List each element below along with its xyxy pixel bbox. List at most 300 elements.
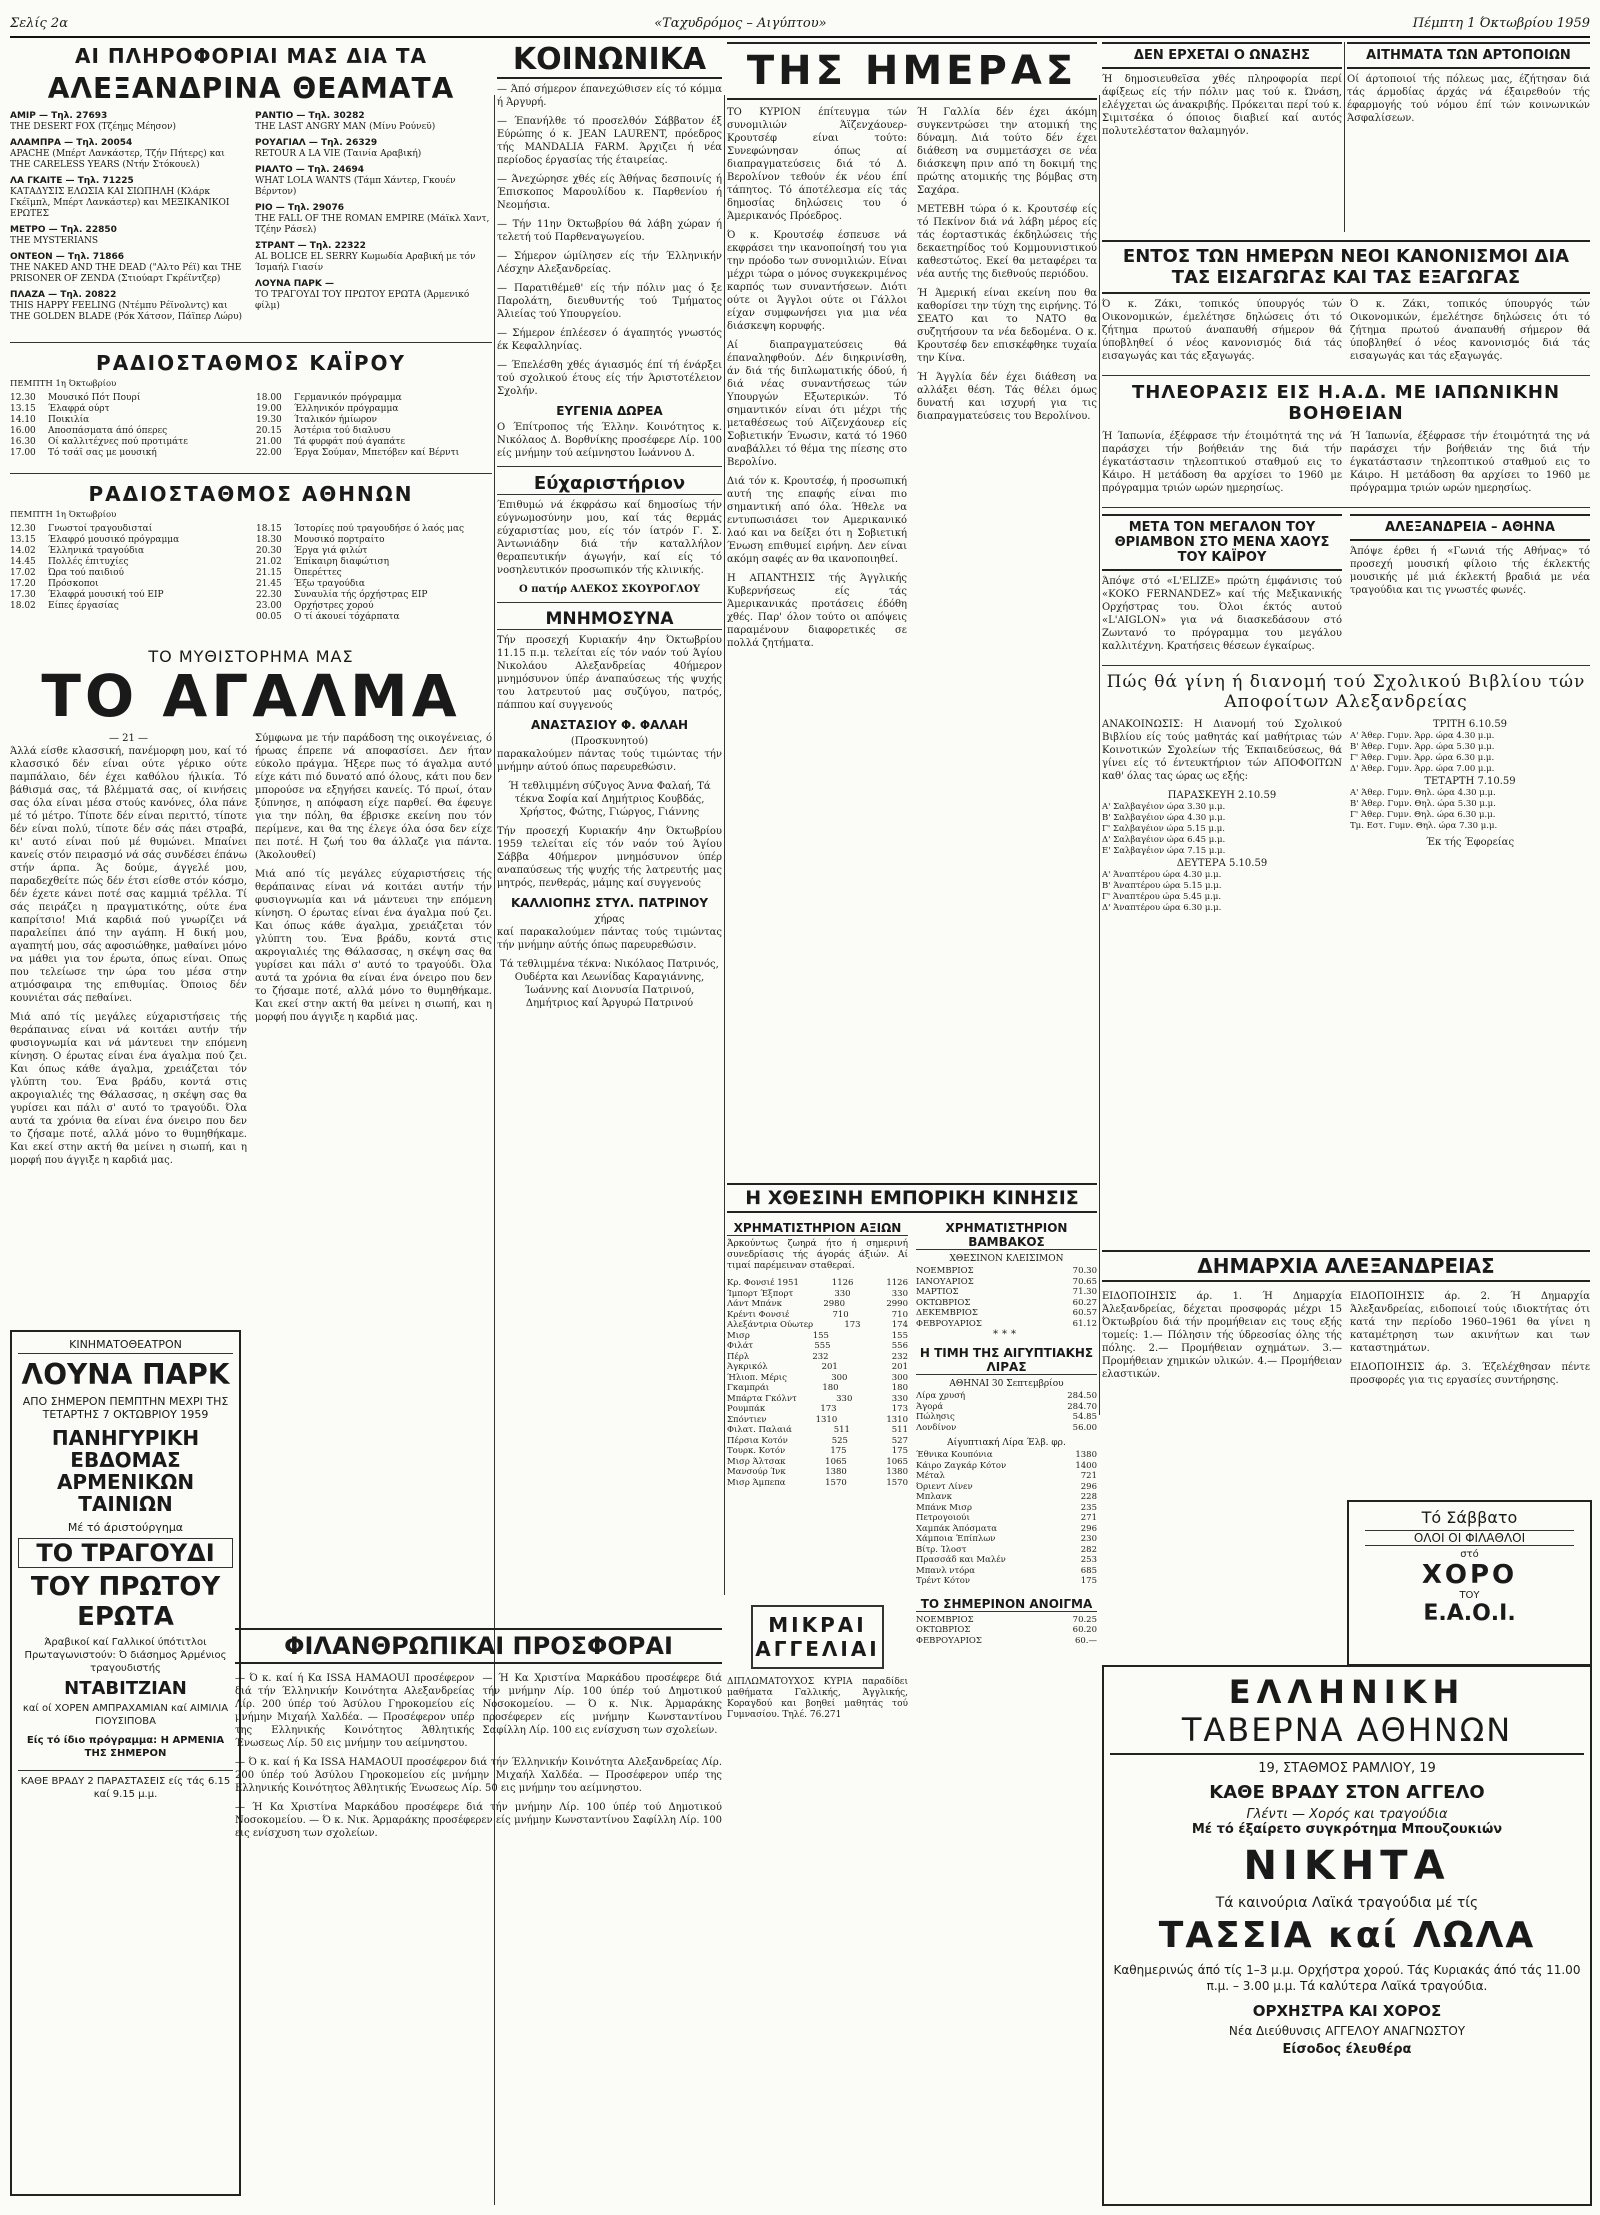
school-line: Α' Άθερ. Γυμν. Θηλ. ώρα 4.30 μ.μ. (1350, 788, 1496, 798)
radio-program: Έλληνικόν πρόγραμμα (294, 404, 399, 414)
theatre-listings (10, 111, 492, 328)
radio-row (256, 612, 492, 623)
table-row (727, 1299, 908, 1310)
mikrai-text: ΔΙΠΛΩΜΑΤΟΥΧΟΣ ΚΥΡΙΑ παραδίδει μαθήματα Γαλλικής, Άγγλικής, Κοραγδού και βοηθεί μαθητάς τού Γυμνασίου. Τηλέ. 76.271 (727, 1676, 908, 1720)
taverna-l11: ΟΡΧΗΣΤΡΑ ΚΑΙ ΧΟΡΟΣ (1252, 2002, 1442, 2020)
novel-col-2: Μιά από τίς μεγάλες εύχαριστήσεις τής θεράπαινας είναι νά κοιτάει αυτήν τήν φυσιογνωμία και νά μάντευει την επόμενη κίνηση. Ο έρωτας είναι ένα άγαλμα πού ζει. Και όπως κάθε άγαλμα, χρειάζεται τόν γλύπτη του. Ένα βράδυ, κοντά στις ακρογιαλιές της Θάλασσας, η σκέψη σας θα γυρίσει και πάλι σ' αυτό το τραγούδι. Όλα αυτά τα χρόνια θα είναι ένα όνειρο που δεν το ζήσαμε ποτέ, αλλά μόνο το θυμηθήκαμε. Και εκεί στην ακτή θα μείνει η σιωπή, και η μορφή που άγγιξε η καρδιά μας. (10, 1012, 247, 1166)
theatre-list-right (255, 111, 492, 328)
row-name: Άγορά (916, 1401, 944, 1412)
row-value: 330 (836, 1393, 853, 1404)
table-row (916, 1308, 1097, 1319)
column-2 (497, 42, 722, 1602)
onassis-article (1102, 42, 1342, 232)
radio-time: 16.00 (10, 426, 36, 436)
table-row (727, 1352, 908, 1363)
table-row (916, 1266, 1097, 1277)
pound-sub: ΑΘΗΝΑΙ 30 Σεπτεμβρίου (949, 1379, 1064, 1389)
radio-time: 18.00 (256, 393, 282, 403)
triumph-text: Άπόψε στό «L'ELIZE» πρώτη έμφάνισις τού «ΚΟΚΟ FERNANDEZ» καί τής Μεξικανικής Ορχήστρας του. Όλοι έκτός αυτού «L'AIGLON» για νά διασκεδάσουν στό Ζωντανό το πρόγραμμα του μεγάλου καλλιτέχνη. Κρατήσεις θέσεων έγκαίρως. (1102, 576, 1342, 652)
taverna-ad (1102, 1665, 1592, 2206)
luna-l6: ΤΟ ΤΡΑΓΟΥΔΙ (18, 1538, 233, 1568)
theatres-title-2: ΑΛΕΞΑΝΔΡΙΝΑ ΘΕΑΜΑΤΑ (47, 72, 455, 105)
row-value: 60.27 (1072, 1297, 1097, 1308)
taverna-l7: ΝΙΚΗΤΑ (1243, 1843, 1451, 1889)
row-value-2: 527 (891, 1435, 908, 1446)
taverna-l13: Είσοδος έλευθέρα (1282, 2042, 1412, 2057)
luna-park-ad (10, 1330, 241, 2196)
radio-row (10, 415, 246, 426)
row-name: Σπόντιεν (727, 1414, 767, 1425)
row-name: ΟΚΤΩΒΡΙΟΣ (916, 1625, 971, 1635)
row-value: 253 (1080, 1555, 1097, 1565)
social-item: — Έπανήλθε τό προσελθόν Σάββατον έξ Εύρώπης ό κ. JEAN LAURENT, πρόεδρος τής MANDALIA FARM. Άρχιζει ή νέα περίοδος έργασίας τής έταιρείας. (497, 116, 722, 166)
table-row (916, 1636, 1097, 1647)
row-name: Πετρογοιούι (916, 1513, 970, 1523)
theatre-item (255, 138, 492, 160)
school-day: ΤΡΙΤΗ 6.10.59 (1432, 719, 1508, 730)
theatre-item (255, 241, 492, 274)
donation-text: Ο Έπίτροπος τής Έλλην. Κοινότητος κ. Νικόλαος Δ. Βορθνίκης προσέφερε Λίρ. 100 είς μνήμην τού αείμνηστου Ιωάννου Δ. (497, 422, 722, 459)
row-name: Πέρλ (727, 1351, 750, 1362)
markets-section: Η ΧΘΕΣΙΝΗ ΕΜΠΟΡΙΚΗ ΚΙΝΗΣΙΣ ΧΡΗΜΑΤΙΣΤΗΡΙΟΝ ΑΞΙΩΝ Άρκούντως ζωηρά ήτο ή σημερινή συνεδρίασις τής άγοράς άξιών. Αί τιμαί παρέμειναν σταθεραί. Κρ. Φονσιέ 1951 1126 1126 Ίμπορτ Έξπορτ 330 330 Λάντ Μπάνκ 2980 2990 Κρέντι Φονσιέ 710 710 Αλεξάντρια Ούωτερ 173 174 Μισρ 155 155 Φιλάτ 555 556 Πέρλ 232 232 Άγκρικόλ 201 201 Ήλιοπ. Μέρις 300 300 Γκαμπράι 180 180 Μπάρτα Γκόλντ 330 330 Ρουμπάκ 173 173 Σπόντιεν 1310 1310 Φιλατ. Παλαιά 511 511 Πέρσια Κοτόν 525 527 Τουρκ. Κοτόν 175 175 Μισρ Άλτσακ 1065 1065 Μανσούρ Ίνκ 1380 1380 Μισρ Άμπεπα 1570 1570 ΧΡΗΜΑΤΙΣΤΗΡΙΟΝ ΒΑΜΒΑΚΟΣ ΧΘΕΣΙΝΟΝ ΚΛΕΙΣΙΜΟΝ ΝΟΕΜΒΡΙΟΣ 70.30 ΙΑΝΟΥΑΡΙΟΣ 70.65 ΜΑΡΤΙΟΣ 71.30 ΟΚΤΩΒΡΙΟΣ 60.27 ΔΕΚΕΜΒΡΙΟΣ 60.57 ΦΕΒΡΟΥΑΡΙΟΣ 61.12 *** Η ΤΙΜΗ ΤΗΣ ΑΙΓΥΠΤΙΑΚΗΣ ΛΙΡΑΣ ΑΘΗΝΑΙ 30 Σεπτεμβρίου Λίρα χρυσή 284.50 Άγορά 284.70 Πώλησις 54.85 Λονδίνον 56.00 Αίγυπτιακή Λίρα Έλβ. φρ. Έθνικα Κουπόνια 1380 Κάιρο Ζαγκάρ Κότον 1400 Μέταλ 721 Όριεντ Λίνεν 296 Μπλανκ 228 Μπάνκ Μισρ 235 Πετρογοιούι 271 Χαμπάκ Άπόσματα 296 Χάμποια Έπίπλων 230 Βίτρ. Ίλοστ 282 Πρασσάδ και Μαλέν 253 Μπανλ ντόρα 685 Τρέντ Κότον 175 ΜΙΚΡΑΙ ΑΓΓΕΛΙΑΙ ΔΙΠΛΩΜΑΤΟΥΧΟΣ ΚΥΡΙΑ παραδίδει μαθήματα Γαλλικής, Άγγλικής, Κοραγδού και βοηθεί μαθητάς τού Γυμνασίου. Τηλέ. 76.271 ΤΟ ΣΗΜΕΡΙΝΟΝ ΑΝΟΙΓΜΑ ΝΟΕΜΒΡΙΟΣ 70.25 ΟΚΤΩΒΡΙΟΣ 60.20 ΦΕΒΡΟΥΑΡΙΟΣ 60.— (727, 1175, 1097, 2205)
row-name: Τρέντ Κότον (916, 1576, 971, 1586)
radio-row (10, 579, 246, 590)
luna-l8: Άραβικοί καί Γαλλικοί ύπότιτλοι Πρωταγωνιστούν: Ό διάσημος Άρμένιος τραγουδιστής (24, 1637, 227, 1674)
row-value: 70.25 (1072, 1614, 1097, 1625)
radio-program: Αποσπάσματα άπό όπερες (48, 426, 168, 436)
radio-program: Έξω τραγούδια (294, 579, 365, 589)
row-value-2: 1380 (886, 1467, 908, 1477)
radio-row (256, 448, 492, 459)
table-row (916, 1450, 1097, 1461)
table-row (916, 1566, 1097, 1577)
radio-program: Τά φυρφάτ πού άγαπάτε (294, 437, 406, 447)
municipal-title: ΔΗΜΑΡΧΙΑ ΑΛΕΞΑΝΔΡΕΙΑΣ (1102, 1250, 1590, 1282)
radio-program: Τό τσάϊ σας με μουσική (48, 448, 157, 458)
theatre-item (10, 225, 247, 247)
table-row (916, 1391, 1097, 1402)
row-name: Χάμποια Έπίπλων (916, 1534, 996, 1544)
radio-program: Μουσικό Πότ Πουρί (48, 393, 141, 403)
row-name: Μισρ Άμπεπα (727, 1477, 786, 1488)
radio-time: 20.15 (256, 426, 282, 436)
radio-program: Όπερέττες (294, 568, 342, 578)
radio-athens-day: ΠΕΜΠΤΗ 1η Όκτωβρίου (10, 510, 117, 520)
table-row (916, 1471, 1097, 1482)
school-books-title: Πώς θά γίνη ή διανομή τού Σχολικού Βιβλίου τών Αποφοίτων Αλεξανδρείας (1106, 672, 1586, 712)
radio-row (256, 437, 492, 448)
row-value-2: 710 (891, 1309, 908, 1320)
row-value: 70.65 (1072, 1276, 1097, 1287)
theatre-name: ΑΜΙΡ — Τηλ. 27693 (10, 111, 108, 121)
table-row (727, 1331, 908, 1342)
tis-imeras-p2: Ό κ. Κρουτσέφ έσπευσε νά εκφράσει την ικανοποίησή του για την πρόοδο των συνομιλιών. Είναι μέχρι τώρα ο μόνος συγκεκριμένος καρπός των συναντήσεων. Διότι ούτε οι Άγγλοι ούτε οι Γάλλοι είχαν συμφωνήσει για μια νέα διάσκεψη κορυφής. (727, 230, 907, 332)
table-row (727, 1457, 908, 1468)
taverna-l4: ΚΑΘΕ ΒΡΑΔΥ ΣΤΟΝ ΑΓΓΕΛΟ (1209, 1782, 1485, 1803)
row-name: Λίρα χρυσή (916, 1391, 966, 1401)
row-value-2: 201 (891, 1362, 908, 1372)
row-value-2: 511 (891, 1425, 908, 1435)
regulations-text-2: Ό κ. Ζάκι, τοπικός ύπουργός τών Οικονομικών, έμελέτησε δηλώσεις ότι τό ζήτημα πρωτού άναπαυθή σήμερον θά ύποβληθεί ό νέος κανονισμός διά τάς εισαγωγάς και τάς εξαγωγάς. (1350, 299, 1590, 362)
row-value: 54.85 (1072, 1412, 1097, 1422)
table-row (727, 1310, 908, 1321)
row-value: 175 (1080, 1576, 1097, 1586)
social-item: — Έπελέσθη χθές άγιασμός έπί τή ένάρξει τού σχολικού έτους είς τήν Άριστοτέλειον Σχολήν. (497, 360, 722, 397)
school-line: Β' Άθερ. Γυμν. Άρρ. ώρα 5.30 μ.μ. (1350, 742, 1495, 752)
row-value: 2980 (823, 1299, 845, 1309)
koinonika-title: ΚΟΙΝΩΝΙΚΑ (497, 42, 722, 79)
radio-program: Γερμανικόν πρόγραμμα (294, 393, 402, 403)
row-value: 1126 (831, 1278, 854, 1288)
tv-text: Ή Ίαπωνία, έξέφρασε τήν έτοιμότητά της νά παράσχει τήν βοήθειάν της διά τήν έγκατάστασιν τηλεοπτικού σταθμού εις το Κάιρο. Η μετάδοση θα αρχίσει το 1960 με πρόγραμμα τριών ωρών ημερησίως. (1102, 431, 1342, 494)
radio-time: 17.00 (10, 448, 36, 458)
table-row (727, 1467, 908, 1478)
regulations-text: Ό κ. Ζάκι, τοπικός ύπουργός τών Οικονομικών, έμελέτησε δηλώσεις ότι τό ζήτημα πρωτού άναπαυθή σήμερον θά ύποβληθεί ό νέος κανονισμός διά τάς εισαγωγάς και τάς εξαγωγάς. (1102, 299, 1342, 362)
radio-time: 14.10 (10, 415, 36, 425)
table-row (916, 1576, 1097, 1587)
philanthropic-section (235, 1620, 722, 2200)
pound-title: Η ΤΙΜΗ ΤΗΣ ΑΙΓΥΠΤΙΑΚΗΣ ΛΙΡΑΣ (916, 1346, 1097, 1375)
table-row (916, 1402, 1097, 1413)
col-4-5-body (1102, 240, 1590, 1240)
table-row (727, 1394, 908, 1405)
social-item: — Σήμερον ώμίλησεν είς τήν Έλληνικήν Λέσχην Αλεξανδρείας. (497, 251, 722, 275)
row-value: 296 (1080, 1481, 1097, 1492)
novel-title: ΤΟ ΑΓΑΛΜΑ (41, 662, 461, 730)
row-name: Όριεντ Λίνεν (916, 1481, 973, 1492)
row-name: Ίμπορτ Έξπορτ (727, 1288, 794, 1299)
row-value-2: 155 (891, 1330, 908, 1341)
table-row (727, 1478, 908, 1489)
radio-row (10, 404, 246, 415)
radio-program: Άστέρια τού διαλυσυ (294, 426, 391, 436)
table-row (727, 1278, 908, 1289)
row-name: Πρασσάδ και Μαλέν (916, 1555, 1006, 1565)
radio-row (256, 568, 492, 579)
theatre-film: RETOUR A LA VIE (Ταινία Αραβική) (255, 149, 422, 159)
luna-l12: ΚΑΘΕ ΒΡΑΔΥ 2 ΠΑΡΑΣΤΑΣΕΙΣ είς τάς 6.15 καί 9.15 μ.μ. (18, 1770, 233, 1801)
theatre-name: ΑΛΑΜΠΡΑ — Τηλ. 20054 (10, 138, 133, 148)
row-value: 1065 (825, 1456, 847, 1467)
theatre-film: APACHE (Μπέρτ Λανκάστερ, Τζήν Πήτερς) και THE CARELESS YEARS (Ντήν Στόκουελ) (10, 149, 225, 170)
koinonika-items (497, 83, 722, 398)
philanthropic-col-1b: — Ό κ. καί ή Κα ISSA HAMAOUI προσέφερον διά τήν Έλληνικήν Κοινότητα Αλεξανδρείας Λίρ. 200 ύπέρ τού Άσύλου Γηροκομείου είς μνήμην Μιχαήλ Χαλδέα. — Προσέφερον υπέρ της Ελληνικής Κοινότητος Άθλητικής Ένωσεως Λίρ. 50 εις μνήμην του αείμνηστου. (235, 1757, 722, 1794)
row-name: Φιλατ. Παλαιά (727, 1425, 792, 1435)
luna-l9: ΝΤΑΒΙΤΖΙΑΝ (64, 1678, 187, 1699)
row-value: 60.20 (1072, 1625, 1097, 1635)
row-name: Άγκρικόλ (727, 1362, 768, 1372)
philanthropic-col-2b: — Ή Κα Χριστίνα Μαρκάδου προσέφερε διά τήν μνήμην Λίρ. 100 ύπέρ τού Δημοτικού Νοσοκομείου. — Ό κ. Νικ. Άρμαράκης προσέφερεν είς μνήμην Κωνσταντίνου Σαφίλλη Λίρ. 100 εις ενίσχυση των σχολείων. (235, 1802, 722, 1839)
radio-time: 12.30 (10, 524, 36, 534)
school-line: Δ' Σαλβαγέιον ώρα 6.45 μ.μ. (1102, 835, 1226, 845)
theatre-list-left (10, 111, 247, 328)
table-row (916, 1625, 1097, 1636)
radio-program: Μουσικό πορτραίτο (294, 535, 385, 545)
municipal-text-1: ΕΙΔΟΠΟΙΗΣΙΣ άρ. 1. Ή Δημαρχία Άλεξανδρείας, δέχεται προσφοράς μέχρι 15 Όκτωβρίου διά τήν προμήθειαν εις τους εξής τομείς: 1.— Πόλησιν τής ύδρεοσίας όλης τής πόλης. 2.— Προμήθειαν οχημάτων. 3.— Προμήθειαν χημικών υλικών. 4.— Προμήθειαν ελαστικών. (1102, 1291, 1342, 1380)
taverna-l5: Γλέντι — Χορός και τραγούδια (1246, 1807, 1448, 1822)
school-day: ΔΕΥΤΕΡΑ 5.10.59 (1176, 858, 1268, 869)
row-value: 70.30 (1072, 1266, 1097, 1276)
luna-l1: ΚΙΝΗΜΑΤΟΘΕΑΤΡΟΝ (18, 1338, 233, 1354)
theatre-item (10, 290, 247, 323)
radio-time: 17.30 (10, 590, 36, 600)
row-name: Μισρ Άλτσακ (727, 1456, 786, 1467)
row-value: 155 (812, 1330, 829, 1341)
row-name: Μισρ (727, 1330, 750, 1341)
theatre-item (10, 111, 247, 133)
memorial-role-2: χήρας (594, 914, 625, 925)
tis-imeras-p1: ΤΟ ΚΥΡΙΟΝ έπίτευγμα τών συνομιλιών Άϊζενχάουερ-Κρουτσέφ είναι τούτο: Συνεφώνησαν όπως αί διαπραγματεύσεις διά τό Δ. Βερολίνον τεθούν έκ νέου έπί τάπητος. Τό άποτέλεσμα είς τάς δημοσίας δηλώσεις του ό Άμερικανός Πρόεδρος. (727, 107, 907, 222)
table-row (727, 1289, 908, 1300)
radio-program: Έργα γιά φιλώτ (294, 546, 368, 556)
tv-text-2: Ή Ίαπωνία, έξέφρασε τήν έτοιμότητά της νά παράσχει τήν βοήθειάν της διά τήν έγκατάστασιν τηλεοπτικού σταθμού εις το Κάιρο. Η μετάδοση θα αρχίσει το 1960 με πρόγραμμα τριών ωρών ημερησίως. (1350, 431, 1590, 494)
memorial-role-1: (Προσκυνητού) (570, 736, 649, 747)
page-number: Σελίς 2α (10, 15, 68, 31)
radio-row (10, 557, 246, 568)
row-value: 61.12 (1072, 1318, 1097, 1329)
school-line: Β' Άναπτέρου ώρα 5.15 μ.μ. (1102, 881, 1222, 891)
row-value: 284.50 (1067, 1391, 1097, 1401)
taverna-l8: Τά καινούρια Λαϊκά τραγούδια μέ τίς (1215, 1895, 1479, 1911)
radio-program: Ίταλικόν ήμίωρον (294, 415, 378, 425)
tis-imeras-p7: Ή Άγγλία δέν έχει διάθεση να αλλάξει θέση. Τάς θέλει όμως δυνατή και ισχυρή για τις διαπραγματεύσεις του Βερολίνου. (917, 372, 1097, 422)
radio-row (10, 393, 246, 404)
row-value: 232 (812, 1351, 829, 1362)
luna-l11: Είς τό ίδιο πρόγραμμα: Η ΑΡΜΕΝΙΑ ΤΗΣ ΣΗΜΕΡΟΝ (26, 1735, 225, 1759)
radio-program: Έλαφρά ούρτ (48, 404, 110, 414)
theatre-film: THE LAST ANGRY MAN (Μίνυ Ρούνεϋ) (255, 122, 436, 132)
row-name: Έθνικα Κουπόνια (916, 1450, 993, 1460)
table-row (916, 1555, 1097, 1566)
table-row (916, 1482, 1097, 1493)
theatre-film: ΚΑΤΑΔΥΣΙΣ ΕΛΩΣΙΑ ΚΑΙ ΣΙΩΠΗΛΗ (Κλάρκ Γκέϊμπλ, Μπέρτ Λανκάστερ) και ΜΕΞΙΚΑΝΙΚΟΙ ΕΡΩΤΕΣ (10, 187, 230, 219)
row-name: Μέταλ (916, 1471, 945, 1481)
tis-imeras-title: ΤΗΣ ΗΜΕΡΑΣ (727, 42, 1097, 100)
row-name: Μανσούρ Ίνκ (727, 1467, 786, 1477)
radio-time: 14.02 (10, 546, 36, 556)
row-value: 60.57 (1072, 1308, 1097, 1318)
table-row (916, 1545, 1097, 1556)
table-row (916, 1461, 1097, 1472)
row-value: 201 (821, 1362, 838, 1372)
table-row (916, 1423, 1097, 1434)
row-value-2: 330 (891, 1393, 908, 1404)
radio-row (256, 535, 492, 546)
radio-program: Συναυλία τής όρχήστρας ΕΙΡ (294, 590, 428, 600)
memorial-family-1: Ή τεθλιμμένη σύζυγος Άννα Φαλαή, Τά τέκνα Σοφία καί Δημήτριος Κουβδάς, Χρήστος, Φώτης, Γιώργος, Γιάννης (508, 781, 711, 818)
eaoi-l6: Ε.Α.Ο.Ι. (1423, 1601, 1516, 1626)
row-value: 721 (1080, 1471, 1097, 1481)
row-value: 511 (833, 1425, 850, 1435)
tv-title: ΤΗΛΕΟΡΑΣΙΣ ΕΙΣ Η.Α.Δ. ΜΕ ΙΑΠΩΝΙΚΗΝ ΒΟΗΘΕΙΑΝ (1131, 382, 1561, 424)
row-name: ΜΑΡΤΙΟΣ (916, 1287, 959, 1297)
radio-row (10, 601, 246, 612)
row-name: Αλεξάντρια Ούωτερ (727, 1320, 814, 1330)
bakers-title: ΑΙΤΗΜΑΤΑ ΤΩΝ ΑΡΤΟΠΟΙΩΝ (1347, 42, 1590, 69)
cotton-table (916, 1266, 1097, 1329)
row-name: Πέρσια Κοτόν (727, 1435, 788, 1446)
table-row (727, 1415, 908, 1426)
school-line: Β' Άθερ. Γυμν. Θηλ. ώρα 5.30 μ.μ. (1350, 799, 1496, 809)
table-row (916, 1298, 1097, 1309)
school-line: Τμ. Εστ. Γυμν. Θηλ. ώρα 7.30 μ.μ. (1350, 821, 1498, 831)
school-line: Β' Σαλβαγέιον ώρα 4.30 μ.μ. (1102, 813, 1226, 823)
radio-program: Γνωστοί τραγουδισταί (48, 524, 153, 534)
theatre-name: ΠΛΑΖΑ — Τηλ. 20822 (10, 290, 117, 300)
social-item: — Παρατιθέμεθ' είς τήν πόλιν μας ό ξε Παρολάτη, διευθυντής τού Τμήματος Άλιείας τού Υπουργείου. (497, 283, 722, 320)
theatre-name: ΜΕΤΡΟ — Τηλ. 22850 (10, 225, 117, 235)
theatre-item (255, 279, 492, 312)
school-line: Γ' Σαλβαγέιον ώρα 5.15 μ.μ. (1102, 824, 1225, 834)
radio-program: Πρόσκοποι (48, 579, 99, 589)
theatre-film: THE DESERT FOX (Τζέημς Μέησον) (10, 122, 177, 132)
radio-row (10, 524, 246, 535)
school-line: Α' Σαλβαγέιον ώρα 3.30 μ.μ. (1102, 802, 1226, 812)
tis-imeras-p3: Αί διαπραγματεύσεις θά έπαναληφθούν. Δέν διηκρινίσθη, άν διά τής διπλωματικής όδού, ή διά νέας συναντήσεως τών Υπουργών Εξωτερικών. Τό σημαντικόν είναι ότι μέχρι τής μεταθέσεως τού Αϊζενχάουερ είς Σοβιετικήν Ένωσιν, κατά τό 1960 αναβάλλει τό θέμα της πίεσης στο Βερολίνο. (727, 340, 907, 468)
social-item: — Σήμερον έπλέεσεν ό άγαπητός γνωστός έκ Κεφαλληνίας. (497, 328, 722, 352)
tis-imeras-p4: Διά τόν κ. Κρουτσέφ, ή προσωπική αυτή της επαφής είναι πιο σημαντική από όλα. Ήθελε να εντυπωσιάσει τον Αμερικανικό λαό και να δείξει ότι η Σοβιετική Ένωση επιθυμεί ειρήνη. Δεν είναι ακόμη σαφές αν θα ικανοποιηθεί. (727, 476, 907, 565)
luna-l4: ΠΑΝΗΓΥΡΙΚΗ ΕΒΔΟΜΑΣ ΑΡΜΕΝΙΚΩΝ ΤΑΙΝΙΩΝ (51, 1426, 200, 1516)
row-value-2: 173 (891, 1404, 908, 1414)
row-value: 60.— (1074, 1635, 1097, 1646)
social-item: — Τήν 11ην Όκτωβρίου θά λάβη χώραν ή τελετή τού Παρθεναγωγείου. (497, 219, 722, 243)
tis-imeras-apantisis: Η ΑΠΑΝΤΗΣΙΣ τής Άγγλικής Κυβερνήσεως είς τάς Άμερικανικάς προτάσεις έδόθη χθές. Παρ' όλον τούτο οι απόψεις παραμένουν διαφορετικές σε πολλά ζητήματα. (727, 573, 907, 649)
onassis-text: Ή δημοσιευθεϊσα χθές πληροφορία περί άφίξεως είς τήν πόλιν μας τού κ. Ώνάση, ελέγχεται ώς άνακριβής. Πρόκειται περί τού κ. Σιμιτσέκα ό όποιος διαβιεί καί αυτός πολυτελέστατον θαλαμηγόν. (1102, 74, 1342, 137)
theatre-name: ΛΟΥΝΑ ΠΑΡΚ — (255, 279, 334, 289)
paper-name: «Ταχυδρόμος – Αιγύπτου» (654, 15, 827, 31)
row-value-2: 1065 (886, 1456, 908, 1467)
row-value: 330 (834, 1288, 851, 1299)
cotton-sub: ΧΘΕΣΙΝΟΝ ΚΛΕΙΣΙΜΟΝ (949, 1254, 1064, 1264)
row-name: Μπάρτα Γκόλντ (727, 1393, 797, 1404)
table-row (727, 1425, 908, 1436)
radio-time: 22.00 (256, 448, 282, 458)
theatre-name: ΣΤΡΑΝΤ — Τηλ. 22322 (255, 241, 366, 251)
row-name: Πώλησις (916, 1412, 955, 1422)
row-value-2: 180 (891, 1383, 908, 1393)
row-value: 1310 (815, 1414, 838, 1425)
alex-athens-text: Άπόψε έρθει ή «Γωνιά τής Αθήνας» τό προσεχή μουσική φίλοιο τής έκλεκτής μουσικής μέ μιά έκλεκτή βραδιά με νέα τραγούδια και τις γνωστές φωνές. (1350, 546, 1590, 596)
school-line: Γ' Άθερ. Γυμν. Θηλ. ώρα 6.30 μ.μ. (1350, 810, 1496, 820)
radio-row (256, 426, 492, 437)
taverna-l12: Νέα Διεύθυνσις ΑΓΓΕΛΟΥ ΑΝΑΓΝΩΣΤΟΥ (1228, 2024, 1466, 2038)
thanks-title: Εύχαριστήριον (497, 473, 722, 495)
social-item: — Άνεχώρησε χθές είς Άθήνας δεσποινίς ή Έπισκοπος Μαρουλίδου κ. Παρθενίου ή Νεομήσια. (497, 174, 722, 211)
radio-row (256, 579, 492, 590)
theatre-film: THE NAKED AND THE DEAD ("Αλτο Ρέϊ) και THE PRISONER OF ZENDA (Στιούαρτ Γκρέϊντζερ) (10, 263, 242, 284)
municipal-text-2: ΕΙΔΟΠΟΙΗΣΙΣ άρ. 2. Ή Δημαρχία Άλεξανδρείας, ειδοποιεί τούς ιδιοκτήτας ότι κατά την περίοδο 1960–1961 θα γίνει η καταμέτρηση των ακινήτων και των καταστημάτων. (1350, 1291, 1590, 1354)
radio-time: 00.05 (256, 612, 282, 622)
row-name: Γκαμπράι (727, 1383, 770, 1393)
radio-time: 12.30 (10, 393, 36, 403)
radio-row (10, 590, 246, 601)
thanks-text: Έπιθυμώ νά έκφράσω καί δημοσίως τήν εύγνωμοσύνην μου, καί τάς θερμάς εύχαριστίας μου, είς τόν ίατρόν Γ. Σ. Άντωνιάδην διά τήν καταλλήλον θεραπευτικήν άγωγήν, καί είς τό νοσηλευτικόν προσωπικόν τής κλινικής. (497, 500, 722, 576)
row-value: 525 (831, 1435, 848, 1446)
donation-title: ΕΥΓΕΝΙΑ ΔΩΡΕΑ (556, 404, 663, 418)
radio-time: 20.30 (256, 546, 282, 556)
row-value: 71.30 (1072, 1287, 1097, 1297)
radio-program: Ο τί άκουεί τόχάρπατα (294, 612, 400, 622)
stocks-table (727, 1278, 908, 1488)
row-name: ΝΟΕΜΒΡΙΟΣ (916, 1614, 974, 1625)
triumph-title: ΜΕΤΑ ΤΟΝ ΜΕΓΑΛΟΝ ΤΟΥ ΘΡΙΑΜΒΟΝ ΣΤΟ ΜΕΝΑ ΧΑΟΥΣ ΤΟΥ ΚΑΪΡΟΥ (1102, 514, 1342, 571)
bakers-article (1347, 42, 1590, 232)
alex-athens-title: ΑΛΕΞΑΝΔΡΕΙΑ – ΑΘΗΝΑ (1350, 514, 1590, 541)
novel-col-2b: Μιά από τίς μεγάλες εύχαριστήσεις τής θεράπαινας είναι νά κοιτάει αυτήν τήν φυσιογνωμία και νά μάντευει την επόμενη κίνηση. Ο έρωτας είναι ένα άγαλμα πού ζει. Και όπως κάθε άγαλμα, χρειάζεται τόν γλύπτη του. Ένα βράδυ, κοντά στις ακρογιαλιές της Θάλασσας, η σκέψη σας θα γυρίσει και πάλι σ' αυτό το τραγούδι. Όλα αυτά τα χρόνια θα είναι ένα όνειρο που δεν το ζήσαμε ποτέ, αλλά μόνο το θυμηθήκαμε. Και εκεί στην ακτή θα μείνει η σιωπή, και η μορφή που άγγιξε η καρδιά μας. (255, 869, 492, 1023)
radio-time: 22.30 (256, 590, 282, 600)
theatre-film: WHAT LOLA WANTS (Τάμπ Χάντερ, Γκουέν Βέρντον) (255, 176, 456, 197)
table-row (916, 1534, 1097, 1545)
school-line: Α' Άναπτέρου ώρα 4.30 μ.μ. (1102, 870, 1222, 880)
radio-cairo-schedule (10, 393, 492, 459)
novel-col-3: Σύμφωνα με τήν παράδοση της οικογένειας, ό ήρωας έπρεπε νά αποφασίσει. Δεν ήταν εύκολο πράγμα. Ήξερε πως τό άγαλμα αυτό είχε κάτι πιό δυνατό από όλους, κάτι που δεν μπορούσε να εξηγήσει κανείς. Τό πρωί, όταν ξύπνησε, η απόφαση είχε παρθεί. Θα έφευγε για την πόλη, θα έβρισκε εκείνη που τόν περίμενε, και θα της έλεγε όλα όσα δεν είχε πει ποτέ. Η ζωή του θα άλλαζε για πάντα. (Άκολουθεί) (255, 733, 492, 861)
radio-program: Έργα Σούμαν, Μπετόβεν καί Βέρντι (294, 448, 460, 458)
row-value-2: 556 (891, 1341, 908, 1351)
philanthropic-title: ΦΙΛΑΝΘΡΩΠΙΚΑΙ ΠΡΟΣΦΟΡΑΙ (235, 1628, 722, 1664)
row-value-2: 1310 (886, 1414, 908, 1425)
eaoi-ad (1347, 1500, 1592, 1666)
memorial-text-1: Τήν προσεχή Κυριακήν 4ην Όκτωβρίου 11.15 π.μ. τελείται είς τόν ναόν τού Άγίου Νικολάου Αλεξανδρείας 40ήμερον μνημόσυνον ύπέρ άναπαύσεως τής ψυχής του λατρευτού μας συζύγου, πατρός, πάππου καί συγγενούς (497, 635, 722, 711)
school-schedule-left (1102, 789, 1342, 914)
taverna-l3: 19, ΣΤΑΘΜΟΣ ΡΑΜΛΙΟΥ, 19 (1258, 1761, 1436, 1776)
theatre-film: THE MYSTERIANS (10, 236, 99, 246)
radio-row (256, 404, 492, 415)
radio-time: 21.02 (256, 557, 282, 567)
novel-kicker: ΤΟ ΜΥΘΙΣΤΟΡΗΜΑ ΜΑΣ (148, 647, 354, 666)
eaoi-l1: Τό Σάββατο (1421, 1508, 1518, 1527)
regulations-title: ΕΝΤΟΣ ΤΩΝ ΗΜΕΡΩΝ ΝΕΟΙ ΚΑΝΟΝΙΣΜΟΙ ΔΙΑ ΤΑΣ ΕΙΣΑΓΩΓΑΣ ΚΑΙ ΤΑΣ ΕΞΑΓΩΓΑΣ (1102, 240, 1590, 294)
table-row (916, 1524, 1097, 1535)
memorial-text-3: Τήν προσεχή Κυριακήν 4ην Όκτωβρίου 1959 τελείται είς τόν ναόν τού Άγίου Σάββα 40ήμερον μνημόσυνον ύπέρ αναπαύσεως τής ψυχής τής λατρευτής μας μητρός, πενθεράς, μάμης καί συγγενούς (497, 826, 722, 889)
table-row (727, 1341, 908, 1352)
row-value-2: 330 (891, 1288, 908, 1299)
municipal-section (1102, 1250, 1590, 1490)
row-name: Κρ. Φονσιέ 1951 (727, 1278, 799, 1288)
cotton-title: ΧΡΗΜΑΤΙΣΤΗΡΙΟΝ ΒΑΜΒΑΚΟΣ (916, 1221, 1097, 1250)
theatre-film: THE FALL OF THE ROMAN EMPIRE (Μάϊκλ Χαντ, Τζέην Ράσελ) (255, 214, 490, 235)
tis-imeras-p6: Ή Άμερική είναι εκείνη που θα καθορίσει την τύχη της ειρήνης. Τό ΣΕΑΤΟ και το ΝΑΤΟ θα συζητήσουν τα νέα δεδομένα. Ο κ. Κρουτσέφ δεν επισκέφθηκε τυχαία την Κίνα. (917, 288, 1097, 364)
thanks-sign: Ο πατήρ ΑΛΕΚΟΣ ΣΚΟΥΡΟΓΛΟΥ (519, 584, 700, 595)
theatre-item (255, 165, 492, 198)
radio-time: 17.20 (10, 579, 36, 589)
eaoi-l2: ΟΛΟΙ ΟΙ ΦΙΛΑΘΛΟΙ (1365, 1530, 1574, 1546)
mikrai-title: ΜΙΚΡΑΙ ΑΓΓΕΛΙΑΙ (751, 1605, 884, 1669)
row-name: Μπανλ ντόρα (916, 1565, 976, 1576)
row-value: 1380 (825, 1467, 847, 1477)
eaoi-l3: στό (1460, 1549, 1479, 1560)
social-item: — Άπό σήμερον έπανεχώθισεν είς τό κόμμα ή Άργυρή. (497, 84, 722, 108)
table-row (916, 1492, 1097, 1503)
row-value-2: 1570 (886, 1477, 908, 1488)
memorial-name-2: ΚΑΛΛΙΟΠΗΣ ΣΤΥΛ. ΠΑΤΡΙΝΟΥ (510, 896, 709, 910)
theatre-name: ΡΙΑΛΤΟ — Τηλ. 24694 (255, 165, 365, 175)
row-value: 271 (1080, 1513, 1097, 1523)
eaoi-l4: ΧΟΡΟ (1421, 1560, 1518, 1590)
school-line: Γ' Άθερ. Γυμν. Άρρ. ώρα 6.30 μ.μ. (1350, 753, 1495, 763)
table-row (916, 1287, 1097, 1298)
radio-program: Έπίκαιρη διαφώτιση (294, 557, 390, 567)
school-end: Έκ τής Έφορείας (1425, 837, 1515, 848)
row-name: Μπάνκ Μισρ (916, 1502, 973, 1513)
radio-program: Ώρα τού παιδιού (48, 568, 124, 578)
luna-l3: ΑΠΟ ΣΗΜΕΡΟΝ ΠΕΜΠΤΗΝ ΜΕΧΡΙ ΤΗΣ ΤΕΤΑΡΤΗΣ 7 ΟΚΤΩΒΡΙΟΥ 1959 (22, 1395, 229, 1421)
radio-time: 14.45 (10, 557, 36, 567)
eaoi-l5: ΤΟΥ (1459, 1590, 1480, 1601)
tis-imeras-meteri: ΜΕΤΕΒΗ τώρα ό κ. Κρουτσέφ είς τό Πεκίνον διά νά λάβη μέρος είς τάς έορταστικάς έκδηλώσεις τής δεκαετηρίδος τού Κομμουνιστικού καθεστώτος. Εκεί θα μεταφέρει τα νέα αυτής της διεθνούς περιόδου. (917, 204, 1097, 280)
radio-time: 18.02 (10, 601, 36, 611)
radio-row (256, 546, 492, 557)
row-value: 228 (1080, 1492, 1097, 1502)
